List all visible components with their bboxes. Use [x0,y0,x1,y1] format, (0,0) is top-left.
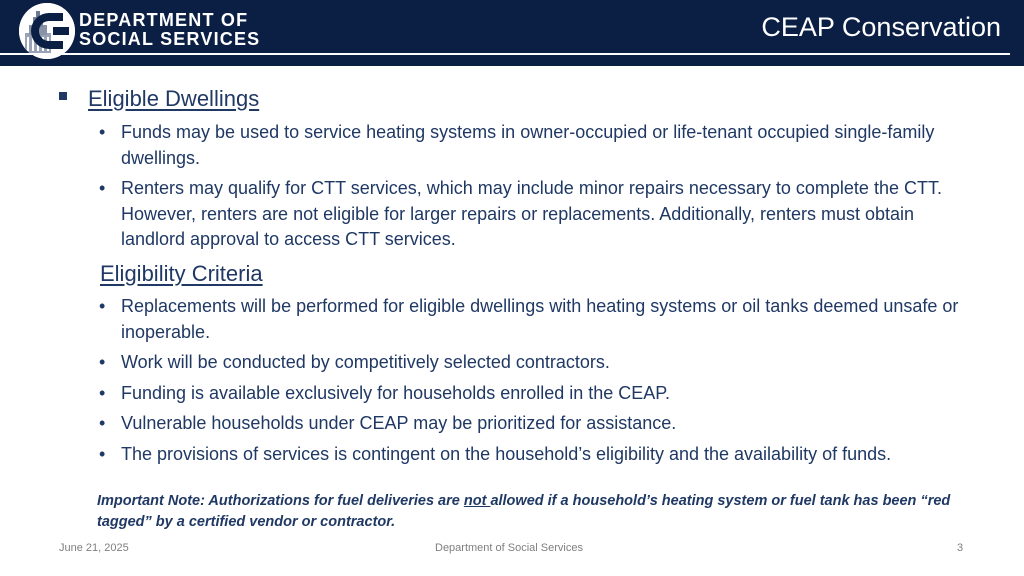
list-item [97,120,977,171]
slide-title: CEAP Conservation [761,12,1001,42]
list-item [97,411,977,437]
list-item [97,176,977,253]
bullet-dot-icon: • [99,413,106,433]
bullet-text: Replacements will be performed for eligible dwellings with heating systems or oil tanks deemed unsafe or inoperable. [121,296,959,342]
bullet-dot-icon: • [99,178,106,198]
bullet-dot-icon: • [99,122,106,142]
eligibility-criteria-list [97,294,977,472]
bullet-dot-icon: • [99,382,106,403]
eligible-dwellings-heading: Eligible Dwellings [88,86,260,111]
page-number: 3 [957,542,964,554]
bullet-dot-icon: • [99,352,106,372]
bullet-dot-icon: • [99,296,106,316]
bullet-dot-icon: • [99,443,106,464]
list-item [97,381,977,407]
list-item [97,442,977,468]
important-note [97,491,977,532]
note-text-part1: Important Note: Authorizations for fuel deliveries are [97,493,464,509]
list-item [97,350,977,376]
bullet-text: Funds may be used to service heating systems in owner-occupied or life-tenant occupied single-family dwellings. [121,122,935,168]
org-name-line1: DEPARTMENT OF [79,10,249,30]
note-underlined-word: not [463,493,491,509]
footer-organization: Department of Social Services [435,542,583,554]
footer-date: June 21, 2025 [59,542,129,554]
bullet-text: Renters may qualify for CTT services, which may include minor repairs necessary to complete the CTT. However, renters are not eligible for larger repairs or replacements. Additionally, renters must obtain landlord approval to access CTT services. [121,178,942,249]
bullet-text: Funding is available exclusively for households enrolled in the CEAP. [121,382,670,403]
bullet-text: Vulnerable households under CEAP may be prioritized for assistance. [121,413,677,433]
bullet-text: Work will be conducted by competitively selected contractors. [121,352,610,372]
eligibility-criteria-heading: Eligibility Criteria [100,261,263,286]
eligible-dwellings-list [97,120,977,258]
list-item [97,294,977,345]
org-name-line2: SOCIAL SERVICES [79,29,261,49]
note-text-part2: allowed if a household’s heating system or fuel tank has been “red tagged” by a certified vendor or contractor. [97,493,951,530]
square-bullet-icon [59,92,67,100]
bullet-text: The provisions of services is contingent on the household’s eligibility and the availability of funds. [121,443,892,464]
